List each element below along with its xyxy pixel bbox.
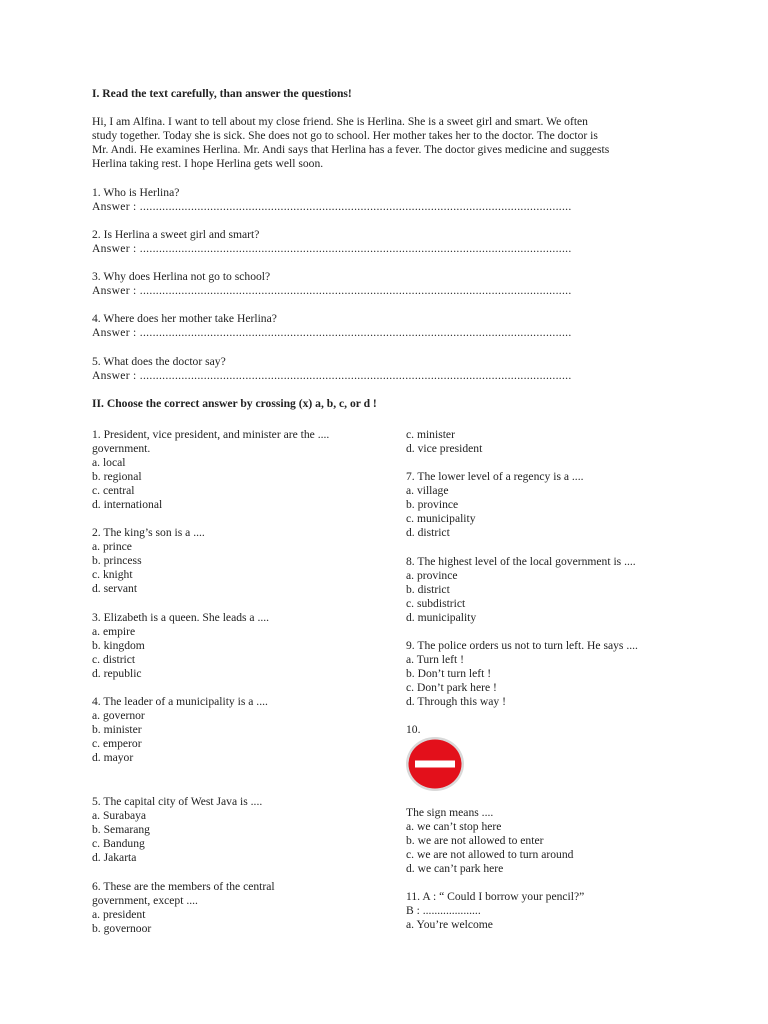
option[interactable]: a. empire [92,625,136,638]
mc-question-4 [92,695,392,765]
passage-line: Herlina taking rest. I hope Herlina gets well soon. [92,157,324,170]
mc-question-6 [92,880,392,936]
option[interactable]: d. republic [92,667,142,680]
passage-line: study together. Today she is sick. She does not go to school. Her mother takes her to the doctor. The doctor is [92,129,598,142]
answer-line[interactable]: Answer : ....................................................................................................................................... [92,200,572,213]
option[interactable]: a. we can’t stop here [406,820,502,833]
question-stem: government. [92,442,151,455]
mc-question-10-number [406,723,706,737]
option[interactable]: b. province [406,498,459,511]
mc-question-1 [92,428,392,512]
question-stem: 1. President, vice president, and minister are the .... [92,428,330,441]
question-stem: 11. A : “ Could I borrow your pencil?” [406,890,585,903]
option[interactable]: b. Don’t turn left ! [406,667,492,680]
question-stem: The sign means .... [406,806,494,819]
option[interactable]: d. vice president [406,442,483,455]
mc-question-7 [406,470,706,540]
option[interactable]: c. district [92,653,136,666]
question-text: 4. Where does her mother take Herlina? [92,312,277,325]
option[interactable]: d. district [406,526,450,539]
question-stem: 4. The leader of a municipality is a .... [92,695,268,708]
answer-line[interactable]: Answer : ....................................................................................................................................... [92,369,572,382]
answer-line[interactable]: Answer : ....................................................................................................................................... [92,284,572,297]
question-text: 3. Why does Herlina not go to school? [92,270,271,283]
essay-question-1 [92,186,692,214]
option[interactable]: c. central [92,484,135,497]
answer-line[interactable]: Answer : ....................................................................................................................................... [92,326,572,339]
option[interactable]: d. Through this way ! [406,695,506,708]
answer-line[interactable]: Answer : ....................................................................................................................................... [92,242,572,255]
mc-question-5 [92,795,392,865]
option[interactable]: c. municipality [406,512,476,525]
option[interactable]: d. mayor [92,751,134,764]
mc-question-8 [406,555,706,625]
option[interactable]: a. governor [92,709,145,722]
question-stem: government, except .... [92,894,198,907]
option[interactable]: a. Turn left ! [406,653,464,666]
reading-passage [92,115,712,171]
option[interactable]: b. regional [92,470,142,483]
option[interactable]: b. princess [92,554,142,567]
option[interactable]: c. subdistrict [406,597,466,610]
option[interactable]: a. president [92,908,146,921]
section-2-heading: II. Choose the correct answer by crossing (x) a, b, c, or d ! [92,397,377,410]
question-stem: 7. The lower level of a regency is a .... [406,470,584,483]
option[interactable]: b. minister [92,723,142,736]
option[interactable]: b. governoor [92,922,152,935]
option[interactable]: d. we can’t park here [406,862,504,875]
essay-question-4 [92,312,692,340]
option[interactable]: d. servant [92,582,138,595]
mc-question-3 [92,611,392,681]
mc-question-11 [406,890,706,932]
section-1-heading: I. Read the text carefully, than answer the questions! [92,87,352,100]
option[interactable]: a. province [406,569,458,582]
passage-line: Hi, I am Alfina. I want to tell about my close friend. She is Herlina. She is a sweet girl and smart. We often [92,115,588,128]
question-stem: 8. The highest level of the local government is .... [406,555,636,568]
question-stem: B : .................... [406,904,481,917]
option[interactable]: c. Don’t park here ! [406,681,497,694]
question-stem: 5. The capital city of West Java is .... [92,795,263,808]
essay-question-3 [92,270,692,298]
option[interactable]: b. Semarang [92,823,150,836]
option[interactable]: a. village [406,484,449,497]
option[interactable]: c. we are not allowed to turn around [406,848,574,861]
question-text: 5. What does the doctor say? [92,355,226,368]
question-stem: 3. Elizabeth is a queen. She leads a .... [92,611,270,624]
question-stem: 10. [406,723,421,736]
sign-bar [415,761,455,768]
option[interactable]: a. prince [92,540,132,553]
option[interactable]: a. Surabaya [92,809,147,822]
mc-question-2 [92,526,392,596]
option[interactable]: c. knight [92,568,133,581]
option[interactable]: b. we are not allowed to enter [406,834,544,847]
option[interactable]: d. municipality [406,611,477,624]
question-stem: 9. The police orders us not to turn left. He says .... [406,639,638,652]
option[interactable]: a. local [92,456,126,469]
no-entry-sign-icon [405,736,465,792]
option[interactable]: d. Jakarta [92,851,137,864]
option[interactable]: a. You’re welcome [406,918,493,931]
mc-question-10 [406,806,706,876]
question-stem: 6. These are the members of the central [92,880,275,893]
mc-question-9 [406,639,706,709]
question-stem: 2. The king’s son is a .... [92,526,205,539]
question-text: 1. Who is Herlina? [92,186,180,199]
essay-question-2 [92,228,692,256]
passage-line: Mr. Andi. He examines Herlina. Mr. Andi says that Herlina has a fever. The doctor gives medicine and suggests [92,143,610,156]
option[interactable]: b. kingdom [92,639,145,652]
option[interactable]: d. international [92,498,163,511]
question-text: 2. Is Herlina a sweet girl and smart? [92,228,260,241]
mc-question-6-continued [406,428,706,456]
option[interactable]: c. Bandung [92,837,145,850]
option[interactable]: c. minister [406,428,455,441]
option[interactable]: b. district [406,583,450,596]
option[interactable]: c. emperor [92,737,142,750]
essay-question-5 [92,355,692,383]
